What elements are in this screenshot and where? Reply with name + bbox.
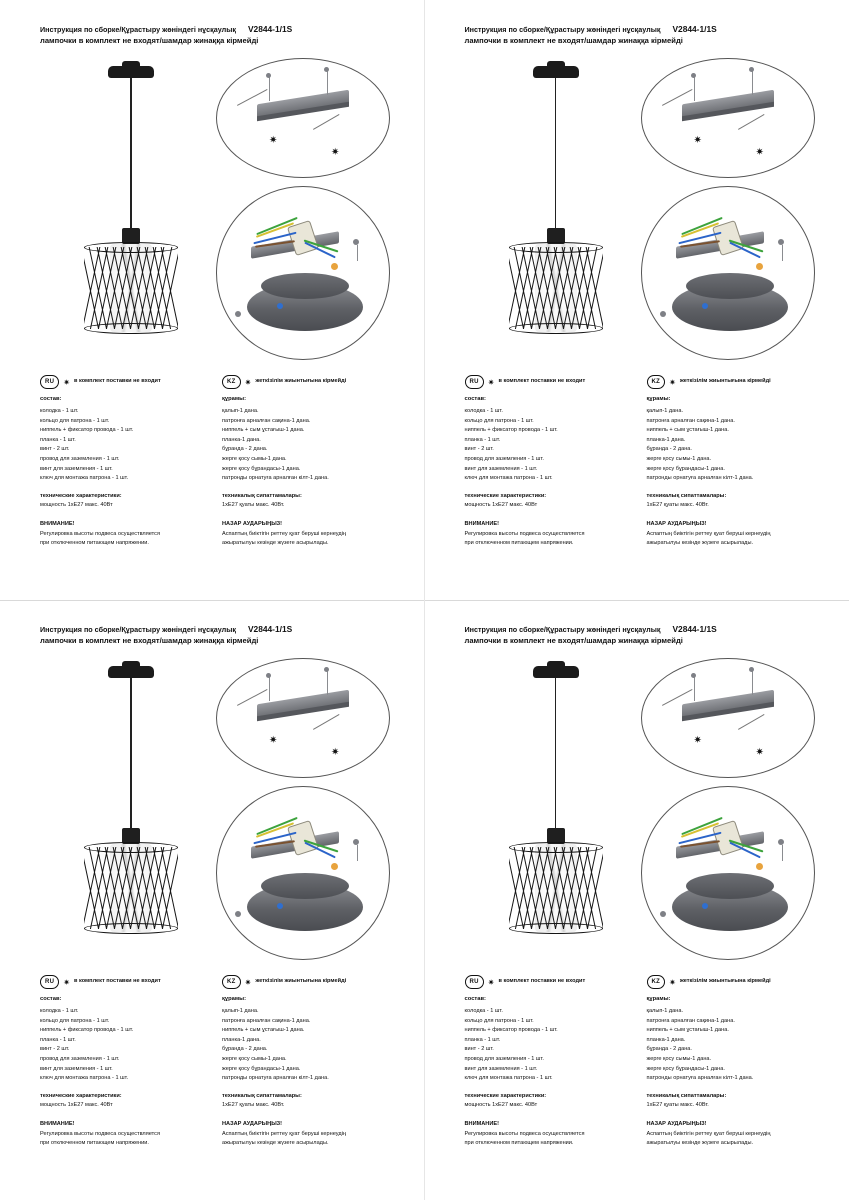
list-item: патронға арналған сақина-1 дана. [222,1017,311,1024]
list-item: ниппель + фиксатор провода - 1 шт. [40,427,134,434]
ru-column [465,376,633,549]
star-icon: ✷ [487,377,495,387]
screw-guide-line [782,245,783,261]
leaflet-panel [0,0,425,600]
cage-ring-top [509,242,603,253]
kz-warning [647,1120,815,1149]
screw-guide-line [752,671,753,695]
list-item: патронға арналған сақина-1 дана. [646,417,735,424]
star-icon: ✷ [487,977,495,987]
leaflet-panel [425,600,849,1200]
kz-warning [222,520,390,549]
cage-shade [509,242,603,334]
header-subtitle: лампочки в комплект не входят/шамдар жинаққа кірмейді [40,36,259,45]
list-item: винт - 2 шт. [464,1046,494,1053]
earth-screw-point [756,863,763,870]
ru-star-note: в комплект поставки не входит [498,978,586,985]
detail-bracket-callout [641,658,815,778]
ru-specs [465,1092,633,1111]
ru-composition-list [40,1007,208,1084]
kz-specs-title: техникалық сипаттамалары: [646,1092,727,1099]
kz-star-note: жеткізілім жиынтығына кірмейді [255,378,347,385]
ru-composition-list [465,407,633,484]
star-icon: ✷ [63,977,70,987]
ru-specs-value: мощность 1хЕ27 макс. 40Вт [464,1102,538,1109]
kz-column [647,976,815,1149]
kz-warning-line: ажыратылуы кезінде жүзеге асырылады. [222,540,329,547]
list-item: кольцо для патрона - 1 шт. [40,417,110,424]
list-item: планка-1 дана. [222,1036,261,1043]
list-item: провод для заземления - 1 шт. [40,1056,120,1063]
detail-wiring-callout [641,186,815,360]
list-item: патронды орнатуға арналған кілт-1 дана. [222,475,329,482]
pendant-lamp-illustration [58,66,208,346]
illustration-area [465,658,815,968]
header-title: Инструкция по сборке/Құрастыру жөніндегі нұсқаулық [40,25,236,34]
list-item: винт для заземления - 1 шт. [40,465,113,472]
terminal-point [277,303,283,309]
ru-star-note: в комплект поставки не входит [73,378,161,385]
screw-guide-line [694,677,695,701]
lamp-cord [555,678,557,830]
kz-column [222,376,390,549]
list-item: патронды орнатуға арналған кілт-1 дана. [646,1075,754,1082]
list-item: ключ для монтажа патрона - 1 шт. [40,475,129,482]
ru-composition-title: состав: [40,396,62,402]
earth-screw-point [331,863,338,870]
terminal-point [277,903,283,909]
kz-composition-title: құрамы: [646,396,671,402]
lang-badge-kz: KZ [647,375,666,388]
ru-specs-value: мощность 1хЕ27 макс. 40Вт [40,1102,113,1109]
leader-line [738,114,764,130]
lang-badge-ru: RU [465,975,484,988]
screw-head [266,673,271,678]
cage-wires [509,847,603,929]
star-icon: ✷ [63,377,70,387]
ceiling-rose-top [686,873,774,899]
list-item: қалып-1 дана. [646,407,684,414]
kz-warning-title: НАЗАР АУДАРЫҢЫЗ! [222,1121,283,1128]
kz-star-note: жеткізілім жиынтығына кірмейді [679,378,771,385]
terminal-point [702,903,708,909]
cage-ring-top [84,842,178,853]
list-item: патронға арналған сақина-1 дана. [646,1017,735,1024]
cage-ring-bottom [509,923,603,934]
list-item: винт для заземления - 1 шт. [464,1065,538,1072]
screw-head [235,911,241,917]
detail-wiring-callout [641,786,815,960]
list-item: винт - 2 шт. [40,1046,70,1053]
screw-head [691,73,696,78]
list-item: жерге қосу сымы-1 дана. [222,456,287,463]
kz-specs-value: 1хЕ27 қуаты макс. 40Вт. [222,502,285,509]
star-mark-icon: ✷ [269,135,278,146]
kz-composition-title: құрамы: [222,996,247,1002]
kz-composition-title: құрамы: [646,996,671,1002]
kz-composition-title: құрамы: [222,396,247,402]
list-item: кольцо для патрона - 1 шт. [464,417,534,424]
ru-column [40,976,208,1149]
ru-warning-title: ВНИМАНИЕ! [464,1121,499,1128]
cage-ring-bottom [84,323,178,334]
leaflet-header [465,24,815,45]
cage-ring-top [84,242,178,253]
leaflet-header [40,24,390,45]
detail-bracket-callout [216,58,390,178]
star-icon: ✷ [244,377,252,387]
screw-head [749,667,754,672]
kz-warning [647,520,815,549]
leaflet-header [40,624,390,645]
illustration-area [40,58,390,368]
cage-wires [509,247,603,329]
lang-badge-kz: KZ [647,975,666,988]
star-icon: ✷ [669,377,676,387]
screw-guide-line [752,71,753,95]
star-mark-icon: ✷ [755,747,764,758]
list-item: винт - 2 шт. [40,446,70,453]
ru-warning-line: при отключенном питающем напряжении. [464,1140,574,1147]
screw-guide-line [782,845,783,861]
ru-composition-list [40,407,208,484]
kz-star-note: жеткізілім жиынтығына кірмейді [679,978,771,985]
screw-head [660,311,666,317]
list-item: ниппель + фиксатор провода - 1 шт. [464,427,558,434]
kz-specs-value: 1хЕ27 қуаты макс. 40Вт. [646,502,709,509]
list-item: винт - 2 шт. [464,446,494,453]
kz-warning-line: ажыратылуы кезінде жүзеге асырылады. [646,1140,754,1147]
cage-ring-top [509,842,603,853]
ru-warning-title: ВНИМАНИЕ! [464,521,499,528]
screw-guide-line [327,671,328,695]
leader-line [313,114,339,130]
list-item: патронды орнатуға арналған кілт-1 дана. [222,1075,329,1082]
lang-badge-kz: KZ [222,975,241,988]
header-model-code: V2844-1/1S [247,624,293,634]
list-item: қалып-1 дана. [222,407,259,414]
ceiling-rose-top [261,273,349,299]
header-subtitle: лампочки в комплект не входят/шамдар жинаққа кірмейді [464,636,683,645]
kz-warning-title: НАЗАР АУДАРЫҢЫЗ! [646,521,707,528]
cage-shade [84,242,178,334]
kz-warning-line: Аспаптың биіктігін реттеу қуат беруші кернеудің [646,530,771,537]
kz-column [647,376,815,549]
header-model-code: V2844-1/1S [672,24,717,34]
cage-wires [84,847,178,929]
leader-line [313,714,339,730]
list-item: колодка - 1 шт. [464,407,503,414]
cage-ring-bottom [509,323,603,334]
ru-specs-value: мощность 1хЕ27 макс. 40Вт [464,502,538,509]
kz-composition-list [222,407,390,484]
list-item: патронға арналған сақина-1 дана. [222,417,311,424]
lang-badge-kz: KZ [222,375,241,388]
cage-wires [84,247,178,329]
screw-guide-line [327,71,328,95]
star-mark-icon: ✷ [693,135,702,146]
header-subtitle: лампочки в комплект не входят/шамдар жинаққа кірмейді [40,636,259,645]
screw-head [691,673,696,678]
screw-head [324,667,329,672]
screw-head [266,73,271,78]
leaflet-panel [0,600,425,1200]
list-item: бұранда - 2 дана. [222,1046,268,1053]
list-item: винт для заземления - 1 шт. [464,465,538,472]
list-item: жерге қосу сымы-1 дана. [222,1056,287,1063]
ceiling-canopy-icon [533,66,579,78]
detail-bracket-callout [641,58,815,178]
list-item: патронды орнатуға арналған кілт-1 дана. [646,475,754,482]
pendant-lamp-illustration [483,666,633,946]
kz-specs [647,1092,815,1111]
ceiling-rose-top [686,273,774,299]
star-icon: ✷ [244,977,252,987]
screw-head [660,911,666,917]
list-item: жерге қосу сымы-1 дана. [646,1056,712,1063]
screw-guide-line [357,845,358,861]
ru-warning-line: Регулировка высоты подвеса осуществляется [464,1130,585,1137]
header-model-code: V2844-1/1S [247,24,293,34]
screw-head [353,839,359,845]
list-item: планка - 1 шт. [464,436,501,443]
list-item: провод для заземления - 1 шт. [464,1056,544,1063]
list-item: ниппель + сым ұстағыш-1 дана. [222,427,305,434]
list-item: планка - 1 шт. [464,1036,501,1043]
ru-warning [465,1120,633,1149]
ru-star-note: в комплект поставки не входит [498,378,586,385]
ru-warning [40,1120,208,1149]
ru-warning-line: Регулировка высоты подвеса осуществляется [40,530,160,537]
kz-specs [647,492,815,511]
star-icon: ✷ [669,977,676,987]
list-item: ниппель + сым ұстағыш-1 дана. [646,1027,729,1034]
list-item: провод для заземления - 1 шт. [464,456,544,463]
lamp-cord [130,678,132,830]
ru-specs-title: технические характеристики: [464,492,547,499]
kz-warning-title: НАЗАР АУДАРЫҢЫЗ! [646,1121,707,1128]
lang-badge-ru: RU [40,375,59,388]
list-item: планка-1 дана. [646,1036,686,1043]
screw-head [778,239,784,245]
ru-warning-title: ВНИМАНИЕ! [40,521,75,528]
screw-guide-line [269,677,270,701]
star-mark-icon: ✷ [755,147,764,158]
lang-badge-ru: RU [40,975,59,988]
leaflet-panel [425,0,849,600]
header-title: Инструкция по сборке/Құрастыру жөніндегі нұсқаулық [464,25,661,34]
kz-composition-list [647,407,815,484]
list-item: колодка - 1 шт. [464,1007,503,1014]
list-item: кольцо для патрона - 1 шт. [464,1017,534,1024]
kz-warning [222,1120,390,1149]
ru-specs [465,492,633,511]
kz-composition-list [647,1007,815,1084]
header-subtitle: лампочки в комплект не входят/шамдар жинаққа кірмейді [464,36,683,45]
ru-specs [40,492,208,511]
ru-composition-title: состав: [464,396,486,402]
kz-composition-list [222,1007,390,1084]
list-item: ключ для монтажа патрона - 1 шт. [464,1075,553,1082]
list-item: бұранда - 2 дана. [646,446,692,453]
ru-specs-title: технические характеристики: [464,1092,547,1099]
screw-guide-line [694,77,695,101]
illustration-area [465,58,815,368]
header-model-code: V2844-1/1S [672,624,717,634]
list-item: жерге қосу сымы-1 дана. [646,456,712,463]
list-item: ниппель + фиксатор провода - 1 шт. [40,1027,134,1034]
ru-specs-title: технические характеристики: [40,1092,122,1099]
screw-head [235,311,241,317]
kz-warning-line: Аспаптың биіктігін реттеу қуат беруші кернеудің [222,530,346,537]
list-item: планка-1 дана. [646,436,686,443]
kz-warning-line: Аспаптың биіктігін реттеу қуат беруші кернеудің [222,1130,346,1137]
earth-screw-point [756,263,763,270]
ru-specs-title: технические характеристики: [40,492,122,499]
ceiling-canopy-icon [108,66,154,78]
screw-head [353,239,359,245]
cage-shade [84,842,178,934]
ceiling-rose-top [261,873,349,899]
ru-warning-line: при отключенном питающем напряжении. [464,540,574,547]
lamp-cord [555,78,557,230]
kz-star-note: жеткізілім жиынтығына кірмейді [255,978,347,985]
screw-guide-line [357,245,358,261]
list-item: ниппель + сым ұстағыш-1 дана. [646,427,729,434]
ceiling-canopy-icon [108,666,154,678]
star-mark-icon: ✷ [331,147,340,158]
list-item: ключ для монтажа патрона - 1 шт. [40,1075,129,1082]
list-item: винт для заземления - 1 шт. [40,1065,113,1072]
ru-warning [465,520,633,549]
kz-warning-line: Аспаптың биіктігін реттеу қуат беруші кернеудің [646,1130,771,1137]
ru-composition-title: состав: [40,996,62,1002]
list-item: планка - 1 шт. [40,1036,76,1043]
ru-column [40,376,208,549]
lang-badge-ru: RU [465,375,484,388]
ru-warning-line: при отключенном питающем напряжении. [40,540,149,547]
list-item: қалып-1 дана. [646,1007,684,1014]
kz-specs [222,1092,390,1111]
star-mark-icon: ✷ [269,735,278,746]
list-item: бұранда - 2 дана. [646,1046,692,1053]
detail-wiring-callout [216,186,390,360]
list-item: жерге қосу бұрандасы-1 дана. [646,1065,725,1072]
pendant-lamp-illustration [483,66,633,346]
ru-specs [40,1092,208,1111]
ru-specs-value: мощность 1хЕ27 макс. 40Вт [40,502,113,509]
list-item: жерге қосу бұрандасы-1 дана. [222,465,301,472]
list-item: жерге қосу бұрандасы-1 дана. [646,465,725,472]
kz-specs-value: 1хЕ27 қуаты макс. 40Вт. [222,1102,285,1109]
kz-specs-title: техникалық сипаттамалары: [222,1092,302,1099]
star-mark-icon: ✷ [331,747,340,758]
star-mark-icon: ✷ [693,735,702,746]
screw-guide-line [269,77,270,101]
list-item: ниппель + фиксатор провода - 1 шт. [464,1027,558,1034]
ceiling-canopy-icon [533,666,579,678]
list-item: колодка - 1 шт. [40,1007,79,1014]
detail-wiring-callout [216,786,390,960]
list-item: ключ для монтажа патрона - 1 шт. [464,475,553,482]
ru-column [465,976,633,1149]
ru-warning-title: ВНИМАНИЕ! [40,1121,75,1128]
leaflet-header [465,624,815,645]
leader-line [738,714,764,730]
list-item: провод для заземления - 1 шт. [40,456,120,463]
ru-composition-title: состав: [464,996,486,1002]
header-title: Инструкция по сборке/Құрастыру жөніндегі нұсқаулық [464,625,661,634]
cage-ring-bottom [84,923,178,934]
list-item: планка-1 дана. [222,436,261,443]
lamp-cord [130,78,132,230]
terminal-point [702,303,708,309]
kz-specs [222,492,390,511]
list-item: планка - 1 шт. [40,436,76,443]
ru-warning-line: Регулировка высоты подвеса осуществляется [40,1130,160,1137]
kz-specs-value: 1хЕ27 қуаты макс. 40Вт. [646,1102,709,1109]
ru-warning-line: при отключенном питающем напряжении. [40,1140,149,1147]
cage-shade [509,842,603,934]
kz-warning-line: ажыратылуы кезінде жүзеге асырылады. [222,1140,329,1147]
list-item: колодка - 1 шт. [40,407,79,414]
list-item: жерге қосу бұрандасы-1 дана. [222,1065,301,1072]
kz-specs-title: техникалық сипаттамалары: [646,492,727,499]
ru-warning [40,520,208,549]
header-title: Инструкция по сборке/Құрастыру жөніндегі нұсқаулық [40,625,236,634]
list-item: қалып-1 дана. [222,1007,259,1014]
screw-head [324,67,329,72]
screw-head [749,67,754,72]
ru-warning-line: Регулировка высоты подвеса осуществляется [464,530,585,537]
illustration-area [40,658,390,968]
list-item: бұранда - 2 дана. [222,446,268,453]
kz-warning-line: ажыратылуы кезінде жүзеге асырылады. [646,540,754,547]
pendant-lamp-illustration [58,666,208,946]
ru-star-note: в комплект поставки не входит [73,978,161,985]
screw-head [778,839,784,845]
kz-warning-title: НАЗАР АУДАРЫҢЫЗ! [222,521,283,528]
kz-specs-title: техникалық сипаттамалары: [222,492,302,499]
detail-bracket-callout [216,658,390,778]
kz-column [222,976,390,1149]
list-item: ниппель + сым ұстағыш-1 дана. [222,1027,305,1034]
list-item: кольцо для патрона - 1 шт. [40,1017,110,1024]
earth-screw-point [331,263,338,270]
ru-composition-list [465,1007,633,1084]
